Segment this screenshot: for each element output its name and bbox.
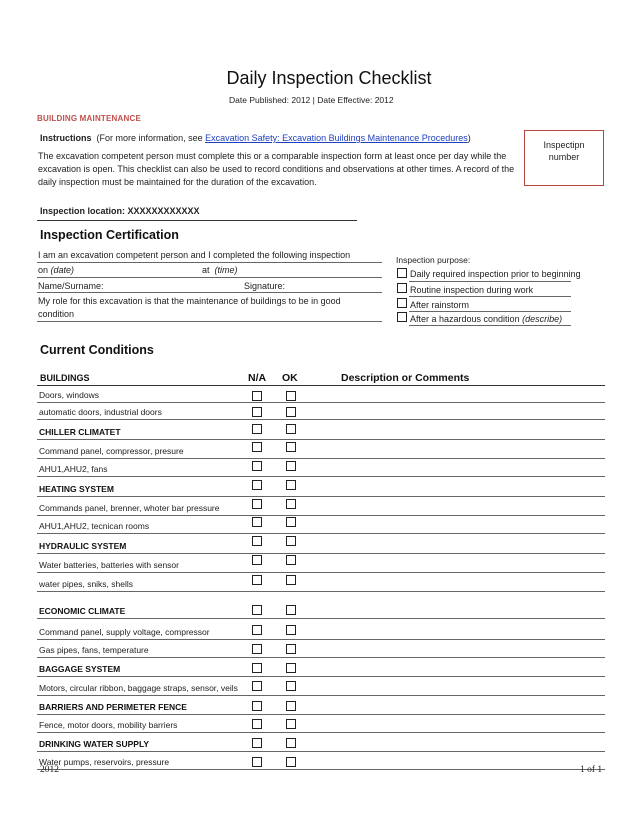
- ok-checkbox[interactable]: [286, 499, 296, 509]
- inspection-location: [40, 205, 200, 218]
- condition-row-line: [37, 476, 605, 477]
- instructions-line-2: excavation is open. This checklist can also be used to record conditions and observations at other times. A record of the: [38, 164, 515, 174]
- at-label: at: [202, 265, 210, 275]
- col-buildings: BUILDINGS: [40, 373, 90, 383]
- na-checkbox[interactable]: [252, 738, 262, 748]
- na-checkbox[interactable]: [252, 461, 262, 471]
- purpose-checkbox-hazard[interactable]: [397, 312, 407, 322]
- condition-row-line: [37, 458, 605, 459]
- condition-row-label: Command panel, supply voltage, compressor: [39, 627, 210, 637]
- instructions-heading: [40, 132, 471, 145]
- purpose-line-2: [409, 296, 571, 297]
- condition-row-label: Gas pipes, fans, temperature: [39, 645, 149, 655]
- cert-line-4: [37, 321, 382, 322]
- condition-row-label: Motors, circular ribbon, baggage straps, sensor, veils: [39, 683, 238, 693]
- certification-statement: I am an excavation competent person and I completed the following inspection: [38, 250, 351, 260]
- condition-row-line: [37, 695, 605, 696]
- col-ok: OK: [282, 372, 298, 384]
- ok-checkbox[interactable]: [286, 442, 296, 452]
- footer-page-number: 1 of 1: [580, 765, 603, 775]
- condition-row-line: [37, 657, 605, 658]
- name-field-label: Name/Surname:: [38, 281, 104, 291]
- signature-field-label: Signature:: [244, 281, 286, 291]
- instructions-line-1: The excavation competent person must complete this or a comparable inspection form at least once per day while the: [38, 151, 507, 161]
- role-line-1: My role for this excavation is that the maintenance of buildings to be in good: [38, 296, 341, 306]
- ok-checkbox[interactable]: [286, 391, 296, 401]
- na-checkbox[interactable]: [252, 517, 262, 527]
- na-checkbox[interactable]: [252, 605, 262, 615]
- condition-row-label: CHILLER CLIMATET: [39, 427, 121, 437]
- ok-checkbox[interactable]: [286, 480, 296, 490]
- na-checkbox[interactable]: [252, 424, 262, 434]
- condition-row-label: AHU1,AHU2, fans: [39, 464, 108, 474]
- condition-row-label: Water batteries, batteries with sensor: [39, 560, 179, 570]
- condition-row-label: BARRIERS AND PERIMETER FENCE: [39, 702, 187, 712]
- na-checkbox[interactable]: [252, 407, 262, 417]
- ok-checkbox[interactable]: [286, 738, 296, 748]
- condition-row-line: [37, 732, 605, 733]
- purpose-checkbox-daily[interactable]: [397, 268, 407, 278]
- ok-checkbox[interactable]: [286, 663, 296, 673]
- condition-row-label: BAGGAGE SYSTEM: [39, 664, 121, 674]
- na-checkbox[interactable]: [252, 701, 262, 711]
- condition-row-label: water pipes, sniks, shells: [39, 579, 134, 589]
- ok-checkbox[interactable]: [286, 517, 296, 527]
- condition-row-label: DRINKING WATER SUPPLY: [39, 739, 150, 749]
- na-checkbox[interactable]: [252, 555, 262, 565]
- ok-checkbox[interactable]: [286, 536, 296, 546]
- na-checkbox[interactable]: [252, 575, 262, 585]
- na-checkbox[interactable]: [252, 480, 262, 490]
- purpose-checkbox-rainstorm[interactable]: [397, 298, 407, 308]
- cert-line-1: [37, 262, 382, 263]
- inspection-number-label-1: Inspectipn: [543, 140, 585, 150]
- instructions-line-3: daily inspection must be maintained for the duration of the excavation.: [38, 177, 317, 187]
- inspection-number-box[interactable]: [524, 130, 604, 186]
- conditions-header-line: [37, 385, 605, 386]
- ok-checkbox[interactable]: [286, 719, 296, 729]
- condition-row-line: [37, 515, 605, 516]
- condition-row-line: [37, 439, 605, 440]
- na-checkbox[interactable]: [252, 391, 262, 401]
- condition-row-label: Command panel, compressor, presure: [39, 446, 184, 456]
- condition-row-label: HEATING SYSTEM: [39, 484, 114, 494]
- ok-checkbox[interactable]: [286, 605, 296, 615]
- ok-checkbox[interactable]: [286, 644, 296, 654]
- condition-row-label: Water pumps, reservoirs, pressure: [39, 757, 170, 767]
- location-label: Inspection location: [40, 206, 123, 216]
- on-label: on: [38, 265, 49, 275]
- certification-heading: Inspection Certification: [40, 228, 179, 242]
- col-na: N/A: [248, 372, 267, 384]
- condition-row-line: [37, 496, 605, 497]
- date-label: (date): [50, 265, 75, 275]
- publication-dates: Date Published: 2012 | Date Effective: 2012: [229, 95, 394, 105]
- condition-row-label: HYDRAULIC SYSTEM: [39, 541, 127, 551]
- condition-row-line: [37, 751, 605, 752]
- na-checkbox[interactable]: [252, 625, 262, 635]
- instructions-label: Instructions: [40, 133, 92, 143]
- purpose-checkbox-routine[interactable]: [397, 283, 407, 293]
- condition-row-line: [37, 419, 605, 420]
- cert-line-2: [37, 277, 382, 278]
- condition-row-line: [37, 676, 605, 677]
- condition-row-line: [37, 402, 605, 403]
- location-underline: [37, 220, 357, 221]
- page-title: Daily Inspection Checklist: [226, 68, 432, 88]
- na-checkbox[interactable]: [252, 757, 262, 767]
- describe-label: (describe): [522, 314, 563, 324]
- ok-checkbox[interactable]: [286, 757, 296, 767]
- na-checkbox[interactable]: [252, 499, 262, 509]
- role-line-2: condition: [38, 309, 75, 319]
- section-label: BUILDING MAINTENANCE: [37, 114, 141, 123]
- condition-row-line: [37, 714, 605, 715]
- na-checkbox[interactable]: [252, 442, 262, 452]
- date-field-label: [38, 264, 74, 277]
- condition-row-label: Commands panel, brenner, whoter bar pressure: [39, 503, 220, 513]
- cert-line-3: [37, 292, 382, 293]
- time-field-label: [202, 264, 238, 277]
- location-value: : XXXXXXXXXXXX: [122, 206, 200, 216]
- conditions-heading: Current Conditions: [40, 343, 154, 357]
- time-label: (time): [214, 265, 238, 275]
- purpose-option-daily: Daily required inspection prior to beginning: [410, 269, 581, 279]
- purpose-line-3: [409, 311, 571, 312]
- condition-row-line: [37, 618, 605, 619]
- condition-row-label: ECONOMIC CLIMATE: [39, 606, 126, 616]
- purpose-line-1: [409, 281, 571, 282]
- purpose-label: Inspection purpose:: [396, 255, 471, 265]
- instructions-prefix: (For more information, see: [96, 133, 206, 143]
- inspection-number-label-2: number: [548, 152, 580, 162]
- condition-row-line: [37, 533, 605, 534]
- hazard-text: After a hazardous condition: [410, 314, 520, 324]
- ok-checkbox[interactable]: [286, 575, 296, 585]
- procedures-link[interactable]: Excavation Safety: Excavation Buildings Maintenance Procedures: [205, 133, 468, 143]
- footer-year: 2012: [40, 765, 59, 775]
- na-checkbox[interactable]: [252, 663, 262, 673]
- ok-checkbox[interactable]: [286, 555, 296, 565]
- condition-row-label: Doors, windows: [39, 390, 99, 400]
- condition-row-line: [37, 639, 605, 640]
- na-checkbox[interactable]: [252, 681, 262, 691]
- na-checkbox[interactable]: [252, 719, 262, 729]
- ok-checkbox[interactable]: [286, 681, 296, 691]
- ok-checkbox[interactable]: [286, 625, 296, 635]
- condition-row-label: AHU1,AHU2, tecnican rooms: [39, 521, 150, 531]
- ok-checkbox[interactable]: [286, 407, 296, 417]
- condition-row-line: [37, 553, 605, 554]
- purpose-option-rainstorm: After rainstorm: [410, 300, 470, 310]
- na-checkbox[interactable]: [252, 644, 262, 654]
- col-description: Description or Comments: [341, 372, 470, 384]
- na-checkbox[interactable]: [252, 536, 262, 546]
- ok-checkbox[interactable]: [286, 424, 296, 434]
- purpose-option-routine: Routine inspection during work: [410, 285, 534, 295]
- ok-checkbox[interactable]: [286, 461, 296, 471]
- condition-row-line: [37, 572, 605, 573]
- condition-row-line: [37, 769, 605, 770]
- condition-row-label: Fence, motor doors, mobility barriers: [39, 720, 178, 730]
- instructions-suffix: ): [467, 133, 471, 143]
- purpose-line-4: [409, 325, 571, 326]
- ok-checkbox[interactable]: [286, 701, 296, 711]
- condition-row-line: [37, 591, 605, 592]
- condition-row-label: automatic doors, industrial doors: [39, 407, 162, 417]
